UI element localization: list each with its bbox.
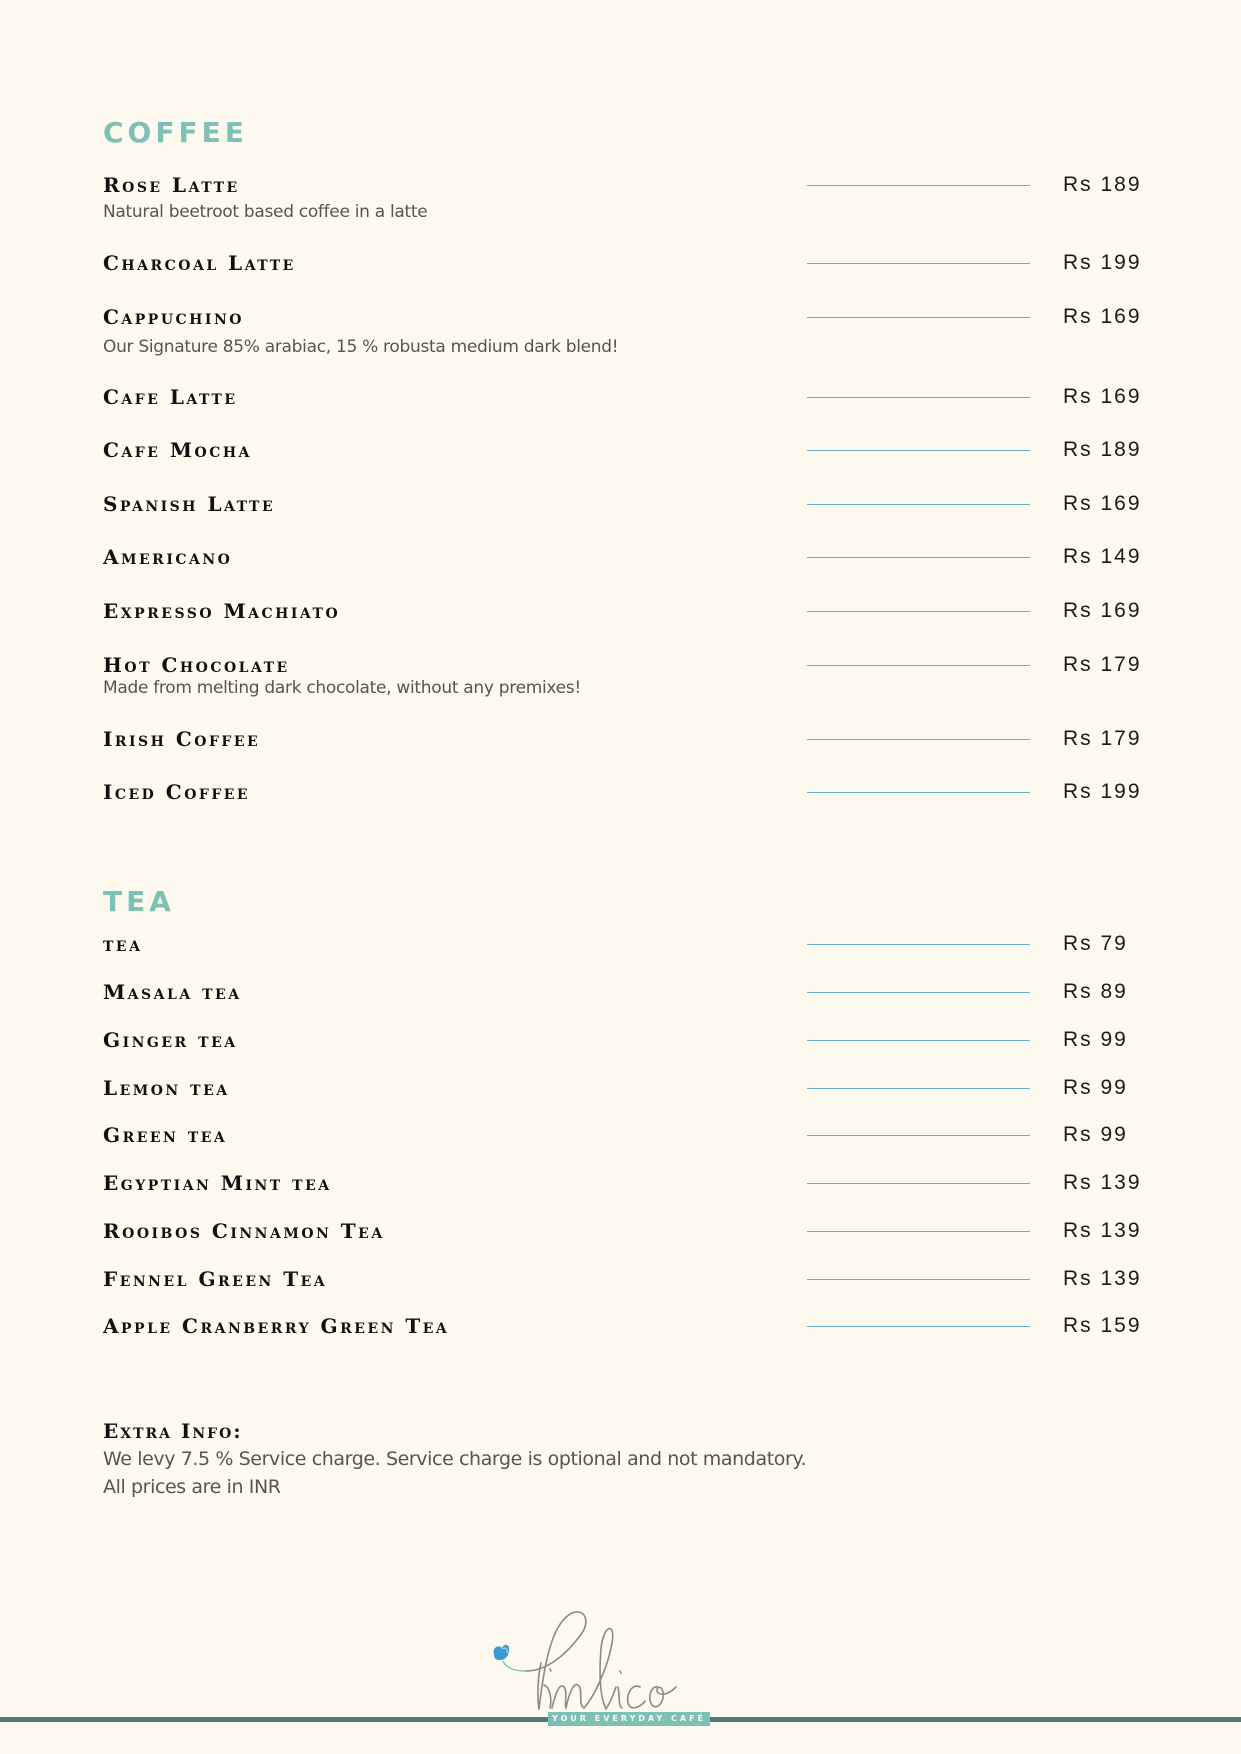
- item-price: Rs 99: [1063, 1076, 1128, 1099]
- item-name: Irish Coffee: [103, 727, 261, 751]
- menu-item-irish-coffee: [103, 728, 1153, 750]
- section-title-coffee: COFFEE: [103, 116, 248, 149]
- menu-item-cafe-mocha: [103, 439, 1153, 461]
- item-price: Rs 159: [1063, 1314, 1142, 1337]
- menu-item-cafe-latte: [103, 386, 1153, 408]
- item-price: Rs 199: [1063, 780, 1142, 803]
- item-name: Green tea: [103, 1123, 228, 1147]
- item-name: Ginger tea: [103, 1028, 238, 1052]
- leader-line: [807, 1231, 1030, 1232]
- leader-line: [807, 739, 1030, 740]
- item-description: Made from melting dark chocolate, without any premixes!: [103, 678, 581, 698]
- menu-item-hot-chocolate: [103, 654, 1153, 698]
- menu-item-rooibos-cinnamon-tea: [103, 1220, 1153, 1242]
- menu-item-spanish-latte: [103, 493, 1153, 515]
- item-price: Rs 169: [1063, 599, 1142, 622]
- item-name: Fennel Green Tea: [103, 1267, 328, 1291]
- leader-line: [807, 557, 1030, 558]
- leader-line: [807, 1326, 1030, 1327]
- menu-item-egyptian-mint-tea: [103, 1172, 1153, 1194]
- menu-item-lemon-tea: [103, 1077, 1153, 1099]
- extra-info: [103, 1420, 806, 1501]
- item-price: Rs 149: [1063, 545, 1142, 568]
- tulip-flower-icon: [494, 1645, 526, 1671]
- section-title-tea: TEA: [103, 885, 175, 918]
- leader-line: [807, 397, 1030, 398]
- item-name: Lemon tea: [103, 1076, 230, 1100]
- leader-line: [807, 317, 1030, 318]
- item-name: Egyptian Mint tea: [103, 1171, 332, 1195]
- item-name: Hot Chocolate: [103, 653, 290, 677]
- item-description: Our Signature 85% arabiac, 15 % robusta medium dark blend!: [103, 337, 619, 357]
- menu-item-ginger-tea: [103, 1029, 1153, 1051]
- item-name: Masala tea: [103, 980, 242, 1004]
- item-name: Expresso Machiato: [103, 599, 341, 623]
- item-name: Americano: [103, 545, 233, 569]
- item-name: tea: [103, 932, 143, 956]
- leader-line: [807, 611, 1030, 612]
- pimlico-script-wordmark: [526, 1612, 676, 1709]
- leader-line: [807, 944, 1030, 945]
- extra-info-currency: All prices are in INR: [103, 1476, 281, 1498]
- item-name: Apple Cranberry Green Tea: [103, 1314, 450, 1338]
- leader-line: [807, 263, 1030, 264]
- item-price: Rs 139: [1063, 1267, 1142, 1290]
- item-price: Rs 169: [1063, 492, 1142, 515]
- item-price: Rs 139: [1063, 1219, 1142, 1242]
- item-price: Rs 89: [1063, 980, 1128, 1003]
- item-name: Spanish Latte: [103, 492, 276, 516]
- item-price: Rs 79: [1063, 932, 1128, 955]
- menu-item-iced-coffee: [103, 781, 1153, 803]
- menu-item-cappuchino: [103, 306, 1153, 357]
- menu-item-green-tea: [103, 1124, 1153, 1146]
- item-price: Rs 179: [1063, 727, 1142, 750]
- item-price: Rs 189: [1063, 173, 1142, 196]
- leader-line: [807, 1040, 1030, 1041]
- menu-item-tea: [103, 933, 1153, 955]
- leader-line: [807, 1183, 1030, 1184]
- menu-item-fennel-green-tea: [103, 1268, 1153, 1290]
- item-name: Iced Coffee: [103, 780, 251, 804]
- item-name: Cafe Latte: [103, 385, 238, 409]
- leader-line: [807, 992, 1030, 993]
- item-name: Rooibos Cinnamon Tea: [103, 1219, 385, 1243]
- leader-line: [807, 504, 1030, 505]
- brand-tagline: YOUR EVERYDAY CAFÉ: [548, 1712, 710, 1726]
- item-price: Rs 199: [1063, 251, 1142, 274]
- leader-line: [807, 450, 1030, 451]
- leader-line: [807, 1088, 1030, 1089]
- item-price: Rs 99: [1063, 1123, 1128, 1146]
- item-price: Rs 169: [1063, 305, 1142, 328]
- item-name: Cafe Mocha: [103, 438, 252, 462]
- leader-line: [807, 1135, 1030, 1136]
- leader-line: [807, 792, 1030, 793]
- menu-item-masala-tea: [103, 981, 1153, 1003]
- item-name: Charcoal Latte: [103, 251, 296, 275]
- menu-item-americano: [103, 546, 1153, 568]
- item-price: Rs 179: [1063, 653, 1142, 676]
- item-name: Cappuchino: [103, 305, 244, 329]
- item-name: Rose Latte: [103, 173, 240, 197]
- extra-info-title: Extra Info:: [103, 1419, 243, 1443]
- leader-line: [807, 665, 1030, 666]
- item-price: Rs 169: [1063, 385, 1142, 408]
- extra-info-service-charge: We levy 7.5 % Service charge. Service charge is optional and not mandatory.: [103, 1448, 807, 1470]
- menu-item-apple-cranberry-green-tea: [103, 1315, 1153, 1337]
- menu-item-expresso-machiato: [103, 600, 1153, 622]
- menu-item-charcoal-latte: [103, 252, 1153, 274]
- item-price: Rs 99: [1063, 1028, 1128, 1051]
- leader-line: [807, 185, 1030, 186]
- menu-item-rose-latte: [103, 174, 1153, 222]
- item-price: Rs 139: [1063, 1171, 1142, 1194]
- item-description: Natural beetroot based coffee in a latte: [103, 202, 428, 222]
- leader-line: [807, 1279, 1030, 1280]
- item-price: Rs 189: [1063, 438, 1142, 461]
